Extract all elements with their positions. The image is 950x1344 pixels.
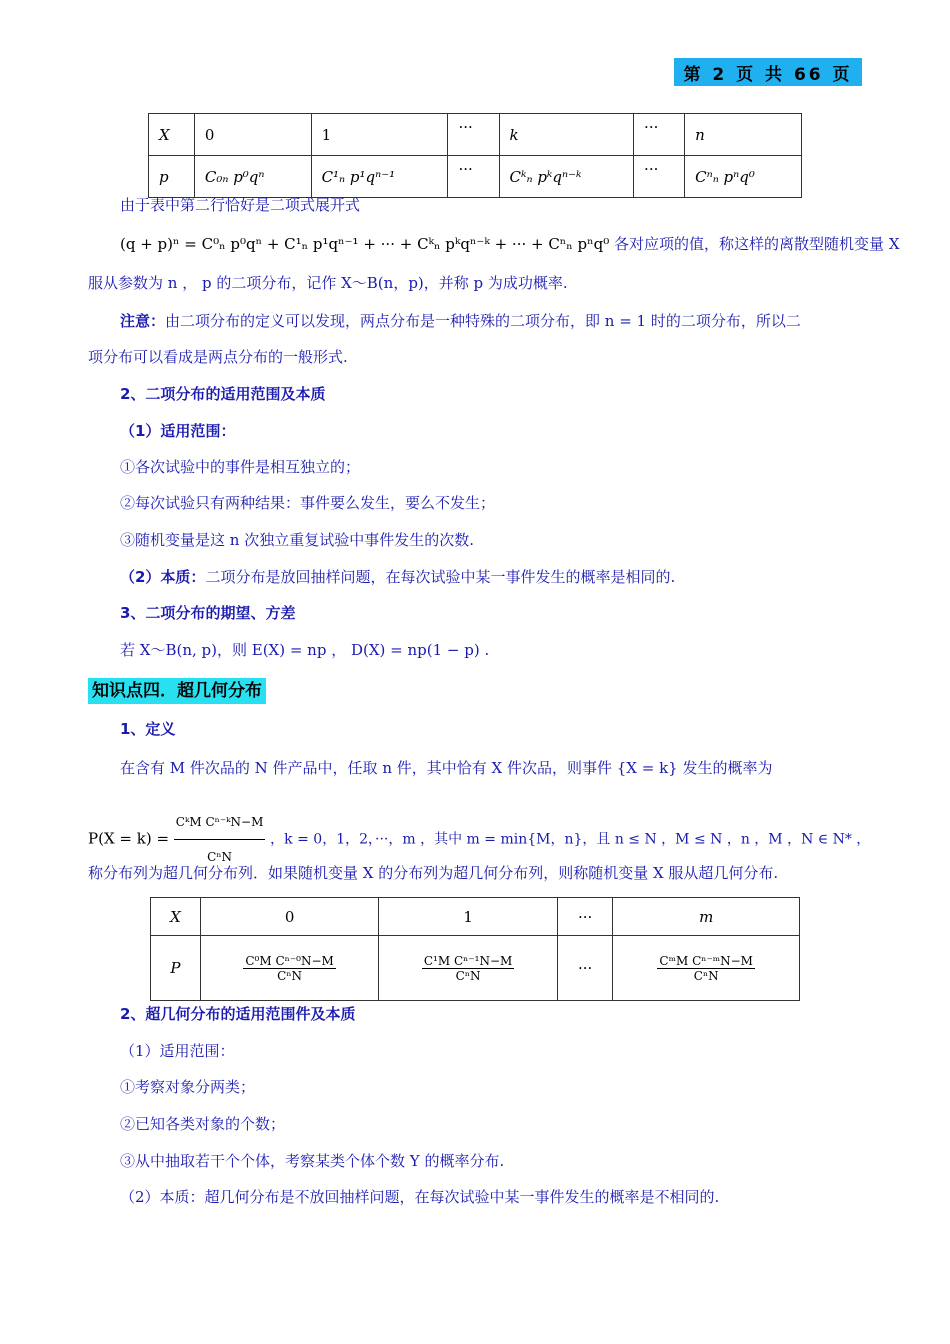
cell: m: [613, 898, 800, 936]
binomial-distribution-table: [148, 113, 802, 198]
section-heading: 2、超几何分布的适用范围件及本质: [120, 1005, 356, 1023]
cell: 0: [194, 114, 311, 156]
cell: ···: [448, 156, 499, 198]
list-item: ③随机变量是这 n 次独立重复试验中事件发生的次数.: [120, 531, 474, 549]
list-item: ①各次试验中的事件是相互独立的；: [120, 458, 361, 476]
cell: X: [151, 898, 201, 936]
cell: ···: [634, 156, 685, 198]
page-number-badge: 第 2 页 共 66 页: [674, 58, 862, 86]
fraction: [657, 954, 755, 983]
list-item: ②已知各类对象的个数；: [120, 1115, 286, 1133]
subheading: （1）适用范围：: [120, 422, 236, 440]
cell: ···: [557, 898, 613, 936]
list-item: ③从中抽取若干个个体，考察某类个体个数 Y 的概率分布.: [120, 1152, 505, 1170]
section-heading: 1、定义: [120, 720, 176, 738]
paragraph: （2）本质：超几何分布是不放回抽样问题，在每次试验中某一事件发生的概率是不相同的.: [120, 1188, 720, 1206]
subheading: （2）本质：: [120, 568, 206, 586]
cell: n: [685, 114, 802, 156]
fraction: [422, 954, 514, 983]
fraction-numerator: CᵐM Cⁿ⁻ᵐN−M: [659, 953, 753, 968]
knowledge-point-heading: 知识点四．超几何分布: [88, 678, 266, 704]
cell: [379, 936, 558, 1001]
paragraph: 在含有 M 件次品的 N 件产品中，任取 n 件，其中恰有 X 件次品，则事件 {X = k} 发生的概率为: [120, 759, 773, 777]
fraction-numerator: CᵏM Cⁿ⁻ᵏN−M: [174, 805, 266, 840]
cell: P: [151, 936, 201, 1001]
cell: ···: [557, 936, 613, 1001]
note: [120, 311, 900, 331]
hypergeometric-distribution-table: [150, 897, 800, 1001]
fraction: [243, 954, 335, 983]
section-heading: 3、二项分布的期望、方差: [120, 604, 296, 622]
fraction-numerator: C¹M Cⁿ⁻¹N−M: [423, 953, 513, 968]
cell: [200, 936, 379, 1001]
cell: 1: [379, 898, 558, 936]
paragraph: 各对应项的值，称这样的离散型随机变量 X: [614, 235, 900, 253]
fraction-denominator: CⁿN: [693, 968, 719, 983]
fraction-denominator: CⁿN: [455, 968, 481, 983]
fraction-denominator: CⁿN: [207, 850, 233, 864]
paragraph: 称分布列为超几何分布列．如果随机变量 X 的分布列为超几何分布列，则称随机变量 X 服从超几何分布.: [88, 864, 779, 882]
cell: C₀ₙ p⁰qⁿ: [194, 156, 311, 198]
list-item: ②每次试验只有两种结果：事件要么发生，要么不发生；: [120, 494, 496, 512]
cell: ···: [448, 114, 499, 156]
formula-rhs: ，k = 0，1，2，···，m ，其中 m = min{M，n}，且 n ≤ N ，M ≤ N ，n ，M ，N ∈ N* ，: [270, 831, 871, 848]
cell: X: [149, 114, 195, 156]
essence-line: [120, 567, 900, 587]
section-heading: 2、二项分布的适用范围及本质: [120, 385, 326, 403]
binomial-expansion-line: [120, 234, 900, 254]
cell: C¹ₙ p¹qⁿ⁻¹: [311, 156, 448, 198]
cell: 0: [200, 898, 379, 936]
formula-line: 若 X～B(n, p)，则 E(X) = np ， D(X) = np(1 − p) .: [120, 641, 490, 659]
formula-lhs: P(X = k) =: [88, 829, 170, 848]
paragraph: 服从参数为 n ， p 的二项分布，记作 X～B(n，p)，并称 p 为成功概率.: [88, 274, 568, 292]
note-label: 注意：: [120, 312, 166, 330]
fraction-denominator: CⁿN: [277, 968, 303, 983]
subheading: （1）适用范围：: [120, 1042, 235, 1060]
cell: k: [499, 114, 634, 156]
paragraph: 项分布可以看成是两点分布的一般形式.: [88, 348, 348, 366]
note-text: 由二项分布的定义可以发现，两点分布是一种特殊的二项分布，即 n = 1 时的二项分布，所以二: [165, 312, 801, 330]
list-item: ①考察对象分两类；: [120, 1078, 256, 1096]
cell: 1: [311, 114, 448, 156]
cell: ···: [634, 114, 685, 156]
paragraph: 二项分布是放回抽样问题，在每次试验中某一事件发生的概率是相同的.: [205, 568, 676, 586]
fraction-numerator: C⁰M Cⁿ⁻⁰N−M: [245, 953, 334, 968]
cell: Cⁿₙ pⁿq⁰: [685, 156, 802, 198]
cell: [613, 936, 800, 1001]
formula: (q + p)ⁿ = C⁰ₙ p⁰qⁿ + C¹ₙ p¹qⁿ⁻¹ + ··· + Cᵏₙ pᵏqⁿ⁻ᵏ + ··· + Cⁿₙ pⁿq⁰: [120, 235, 610, 253]
cell: p: [149, 156, 195, 198]
cell: Cᵏₙ pᵏqⁿ⁻ᵏ: [499, 156, 634, 198]
paragraph: 由于表中第二行恰好是二项式展开式: [120, 196, 361, 214]
